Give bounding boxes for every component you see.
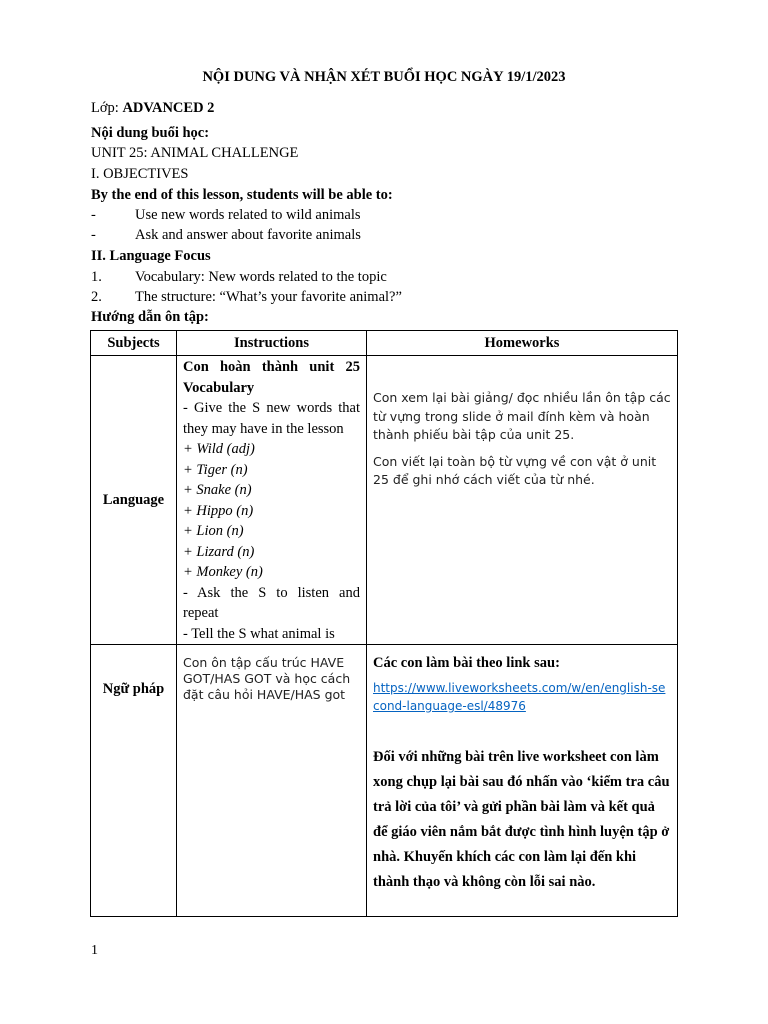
objectives-heading: I. OBJECTIVES [91,166,189,182]
homework-text-block [373,356,671,490]
page-number: 1 [91,943,98,958]
list-marker: 1. [91,269,102,285]
review-heading: Hướng dẫn ôn tập: [91,309,209,325]
subject-cell: Language [91,356,177,645]
instr-text: - Ask the S to listen and [183,584,360,601]
list-marker: 2. [91,289,102,305]
focus-text: Vocabulary: New words related to the topic [135,269,387,285]
class-value: ADVANCED 2 [122,100,215,116]
focus-heading: II. Language Focus [91,248,211,264]
table-row [91,356,678,645]
table-row [91,645,678,917]
focus-text: The structure: “What’s your favorite animal?” [135,289,402,305]
unit-title: UNIT 25: ANIMAL CHALLENGE [91,145,299,161]
vocab-item: + Lizard (n) [183,543,255,560]
vocab-item: + Monkey (n) [183,564,263,580]
homework-cell [367,645,678,917]
objectives-intro: By the end of this lesson, students will be able to: [91,187,393,203]
instr-text: they may have in the lesson [183,420,344,437]
header-subjects: Subjects [91,331,177,356]
homework-paragraph: Con xem lại bài giảng/ đọc nhiều lần ôn tập các từ vựng trong slide ở mail đính kèm và hoàn thành phiếu bài tập của unit 25. [373,390,671,442]
review-table [90,330,678,917]
list-marker: - [91,207,96,223]
instr-text: - Tell the S what animal is [183,625,335,642]
instructions-cell: Con ôn tập cấu trúc HAVE GOT/HAS GOT và học cách đặt câu hỏi HAVE/HAS got [177,645,367,917]
homework-note: Đối với những bài trên live worksheet con làm xong chụp lại bài sau đó nhấn vào ‘kiểm tra câu trả lời của tôi’ và gửi phần bài làm và kết quả để giáo viên nắm bắt được tình hình luyện tập ở nhà. Khuyến khích các con làm lại đến khi thành thạo và không còn lỗi sai nào. [373,749,670,890]
homework-cell [367,356,678,645]
content-heading: Nội dung buổi học: [91,125,210,141]
vocab-item: + Wild (adj) [183,441,255,457]
worksheet-link[interactable]: https://www.liveworksheets.com/w/en/english-second-language-esl/48976 [373,681,666,713]
instr-subheading: Vocabulary [183,379,255,396]
document-title: NỘI DUNG VÀ NHẬN XÉT BUỔI HỌC NGÀY 19/1/2023 [202,69,566,85]
objective-text: Ask and answer about favorite animals [135,227,361,243]
instr-heading: Con hoàn thành unit 25 [183,359,360,375]
instr-text: repeat [183,605,219,621]
homework-intro: Các con làm bài theo link sau: [373,655,560,671]
header-homeworks: Homeworks [367,331,678,356]
header-instructions: Instructions [177,331,367,356]
homework-paragraph: Con viết lại toàn bộ từ vựng về con vật ở unit 25 để ghi nhớ cách viết của từ nhé. [373,453,657,487]
table-header-row [91,331,678,356]
vocab-item: + Tiger (n) [183,461,248,478]
instr-text: - Give the S new words that [183,400,360,416]
class-line [91,100,214,117]
objective-text: Use new words related to wild animals [135,207,361,223]
vocab-item: + Snake (n) [183,482,252,498]
list-marker: - [91,227,96,243]
instructions-cell [177,356,367,645]
subject-cell: Ngữ pháp [91,645,177,917]
vocab-item: + Hippo (n) [183,502,254,519]
class-label: Lớp: [91,100,123,116]
vocab-item: + Lion (n) [183,523,244,539]
